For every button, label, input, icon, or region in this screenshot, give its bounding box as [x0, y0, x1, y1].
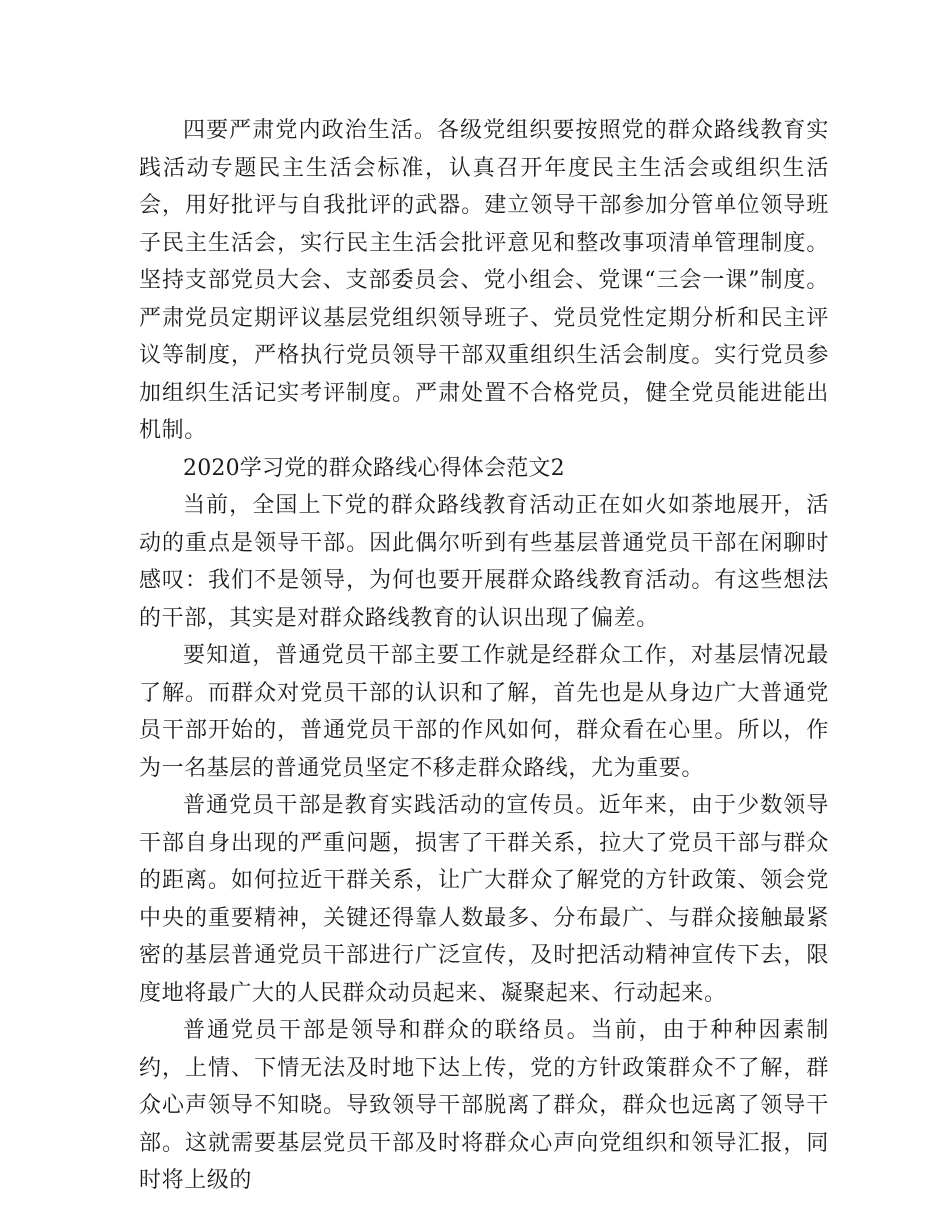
- section-heading: 2020学习党的群众路线心得体会范文2: [183, 455, 565, 481]
- paragraph-political-life: 四要严肃党内政治生活。各级党组织要按照党的群众路线教育实践活动专题民主生活会标准，认真召开年度民主生活会或组织生活会，用好批评与自我批评的武器。建立领导干部参加分管单位领导班子民主生活会，实行民主生活会批评意见和整改事项清单管理制度。坚持支部党员大会、支部委员会、党小组会、党课“三会一课”制度。严肃党员定期评议基层党组织领导班子、党员党性定期分析和民主评议等制度，严格执行党员领导干部双重组织生活会制度。实行党员参加组织生活记实考评制度。严肃处置不合格党员，健全党员能进能出机制。: [139, 118, 829, 443]
- paragraph-ordinary-cadres: 要知道，普通党员干部主要工作就是经群众工作，对基层情况最了解。而群众对党员干部的认识和了解，首先也是从身边广大普通党员干部开始的，普通党员干部的作风如何，群众看在心里。所以，作为一名基层的普通党员坚定不移走群众路线，尤为重要。: [139, 643, 829, 781]
- paragraph-propagandist: 普通党员干部是教育实践活动的宣传员。近年来，由于少数领导干部自身出现的严重问题，损害了干群关系，拉大了党员干部与群众的距离。如何拉近干群关系，让广大群众了解党的方针政策、领会党中央的重要精神，关键还得靠人数最多、分布最广、与群众接触最紧密的基层普通党员干部进行广泛宣传，及时把活动精神宣传下去，限度地将最广大的人民群众动员起来、凝聚起来、行动起来。: [139, 793, 829, 1006]
- paragraph-liaison: 普通党员干部是领导和群众的联络员。当前，由于种种因素制约，上情、下情无法及时地下达上传，党的方针政策群众不了解，群众心声领导不知晓。导致领导干部脱离了群众，群众也远离了领导干部。这就需要基层党员干部及时将群众心声向党组织和领导汇报，同时将上级的: [139, 1018, 829, 1193]
- document-body: [139, 112, 829, 1200]
- paragraph-current-activity: 当前，全国上下党的群众路线教育活动正在如火如荼地展开，活动的重点是领导干部。因此偶尔听到有些基层普通党员干部在闲聊时感叹：我们不是领导，为何也要开展群众路线教育活动。有这些想法的干部，其实是对群众路线教育的认识出现了偏差。: [139, 493, 829, 631]
